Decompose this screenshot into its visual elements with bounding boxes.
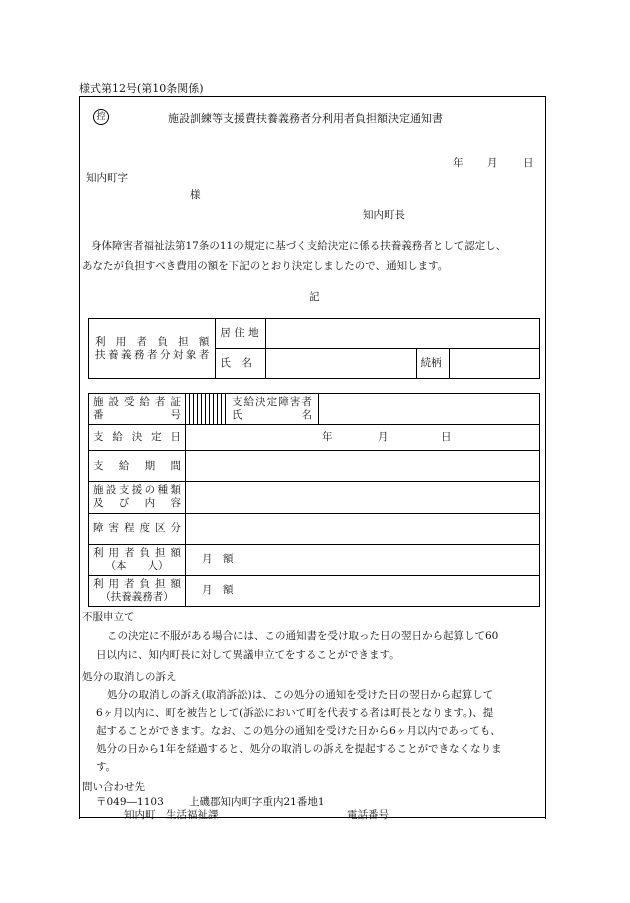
contact-heading: 問い合わせ先 xyxy=(82,781,145,793)
supporter-burden-label-1: 利用者負担額 xyxy=(93,577,181,590)
body-text-line-1: 身体障害者福祉法第17条の11の規定に基づく支給決定に係る扶養義務者として認定し、 xyxy=(91,240,507,252)
contact-postal: 〒049―1103 xyxy=(96,796,164,808)
self-burden-label xyxy=(89,544,186,575)
name-value xyxy=(265,349,416,379)
beneficiary-label-1: 利 用 者 負 担 額 xyxy=(95,335,210,348)
decision-date-value xyxy=(186,425,540,451)
cert-number-label-1: 施設受給者証 xyxy=(93,396,181,409)
disabled-person-value xyxy=(319,394,540,425)
decision-date-label: 支給決定日 xyxy=(89,425,186,451)
issuer: 知内町長 xyxy=(363,209,405,221)
supporter-burden-label xyxy=(89,575,186,606)
beneficiary-label-2: 扶養義務者分対象者 xyxy=(95,348,210,361)
self-burden-label-2: （本 人） xyxy=(105,559,169,572)
support-type-label-2: 及び内容 xyxy=(93,497,181,510)
revocation-line-5: す。 xyxy=(96,761,117,773)
decision-table xyxy=(88,393,540,607)
revocation-line-4: 処分の日から1年を経過すると、処分の取消しの訴えを提起することができなくなりま xyxy=(96,743,502,755)
disability-class-label: 障害程度区分 xyxy=(89,513,186,544)
disabled-person-label-2: 氏 名 xyxy=(232,409,312,422)
decision-date-year: 年 xyxy=(322,431,333,444)
revocation-line-2: 6ヶ月以内に、町を被告として(訴訟において町を代表する者は町長となります。)、提 xyxy=(96,707,494,719)
contact-phone-label: 電話番号 xyxy=(347,809,389,821)
date-year: 年 xyxy=(453,157,464,169)
relation-label: 続柄 xyxy=(416,349,449,379)
disabled-person-label-1: 支給決定障害者 xyxy=(232,396,312,409)
address-label: 居 住 地 xyxy=(216,319,266,349)
supporter-burden-label-2: （扶養義務者） xyxy=(100,590,174,603)
disability-class-value xyxy=(186,513,540,544)
honorific: 様 xyxy=(190,189,201,201)
decision-date-day: 日 xyxy=(441,431,452,444)
objection-line-2: 日以内に、知内町長に対して異議申立てをすることができます。 xyxy=(96,649,400,661)
revocation-heading: 処分の取消しの訴え xyxy=(82,671,177,683)
document-title: 施設訓練等支援費扶養義務者分利用者負担額決定通知書 xyxy=(168,112,443,125)
ki-heading: 記 xyxy=(309,291,320,303)
body-text-line-2: あなたが負担すべき費用の額を下記のとおり決定しましたので、通知します。 xyxy=(82,260,449,272)
name-label: 氏 名 xyxy=(216,349,266,379)
stamp-mark: 控 xyxy=(93,109,109,125)
revocation-line-3: 起することができます。なお、この処分の通知を受けた日から6ヶ月以内であっても、 xyxy=(96,725,501,737)
support-type-label xyxy=(89,482,186,513)
support-type-label-1: 施設支援の種類 xyxy=(93,484,181,497)
date-day: 日 xyxy=(523,157,534,169)
self-burden-label-1: 利用者負担額 xyxy=(93,546,181,559)
contact-department: 知内町 生活福祉課 xyxy=(124,809,219,821)
objection-heading: 不服申立て xyxy=(82,611,135,623)
disabled-person-label xyxy=(226,394,319,425)
beneficiary-label-cell xyxy=(89,319,216,379)
addressee-prefix: 知内町字 xyxy=(86,172,128,184)
revocation-line-1: 処分の取消しの訴え(取消訴訟)は、この処分の通知を受けた日の翌日から起算して xyxy=(107,689,494,701)
form-number: 様式第12号(第10条関係) xyxy=(79,82,204,95)
contact-address: 上磯郡知内町字重内21番地1 xyxy=(189,796,325,808)
date-month: 月 xyxy=(487,157,498,169)
objection-line-1: この決定に不服がある場合には、この通知書を受け取った日の翌日から起算して60 xyxy=(107,630,499,642)
cert-number-label xyxy=(89,394,186,425)
relation-value xyxy=(449,349,539,379)
support-type-value xyxy=(186,482,540,513)
period-label: 支給期間 xyxy=(89,451,186,482)
cert-number-label-2: 番 号 xyxy=(93,409,181,422)
beneficiary-table xyxy=(88,318,540,379)
period-value xyxy=(186,451,540,482)
address-value xyxy=(265,319,539,349)
supporter-burden-value: 月 額 xyxy=(186,575,540,606)
decision-date-month: 月 xyxy=(378,431,389,444)
self-burden-value: 月 額 xyxy=(186,544,540,575)
